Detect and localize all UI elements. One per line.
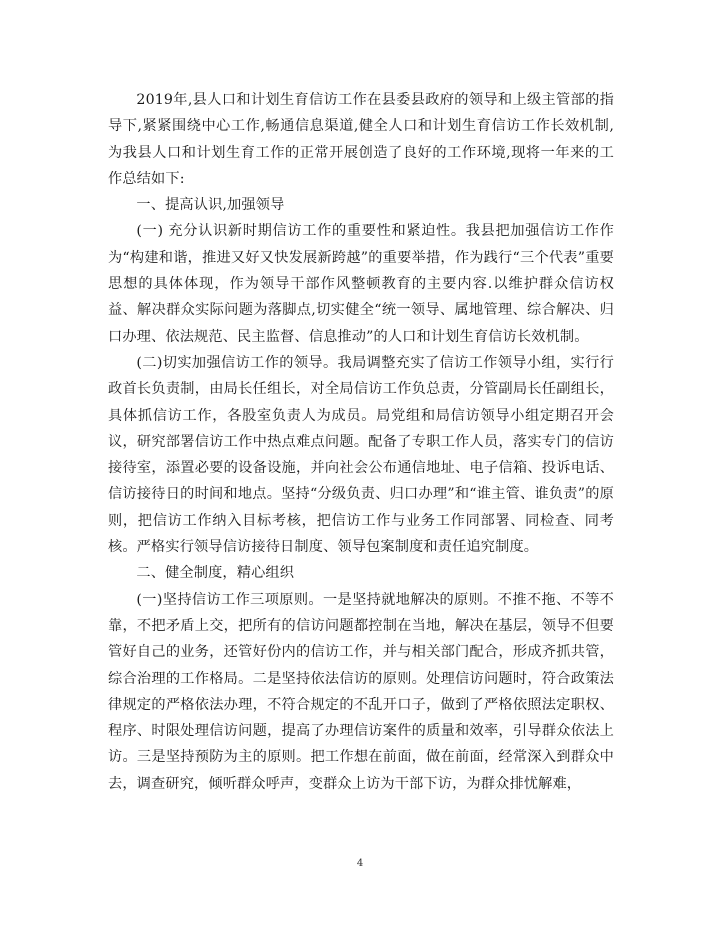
subsection-paragraph-1-2: (二)切实加强信访工作的领导。我局调整充实了信访工作领导小组，实行行政首长负责制，由局长任组长，对全局信访工作负总责，分管副局长任副组长，具体抓信访工作，各股室负责人为成员。局党组和局信访领导小组定期召开会议，研究部署信访工作中热点难点问题。配备了专职工作人员，落实专门的信访接待室，添置必要的设备设施，并向社会公布通信地址、电子信箱、投诉电话、信访接待日的时间和地点。坚持“分级负责、归口办理”和“谁主管、谁负责”的原则，把信访工作纳入目标考核，把信访工作与业务工作同部署、同检查、同考核。严格实行领导信访接待日制度、领导包案制度和责任追究制度。 bbox=[108, 354, 614, 556]
document-body bbox=[108, 87, 614, 797]
subsection-paragraph-1-1: (一) 充分认识新时期信访工作的重要性和紧迫性。我县把加强信访工作作为“构建和谐，推进又好又快发展新跨越”的重要举措，作为践行“三个代表”重要思想的具体体现，作为领导干部作风整顿教育的主要内容.以维护群众信访权益、解决群众实际问题为落脚点,切实健全“统一领导、属地管理、综合解决、归口办理、依法规范、民主监督、信息推动”的人口和计划生育信访长效机制。 bbox=[108, 223, 614, 345]
section-heading-2: 二、健全制度，精心组织 bbox=[136, 565, 295, 582]
section-heading-1: 一、提高认识,加强领导 bbox=[136, 197, 285, 214]
intro-paragraph: 2019年,县人口和计划生育信访工作在县委县政府的领导和上级主管部的指导下,紧紧围绕中心工作,畅通信息渠道,健全人口和计划生育信访工作长效机制,为我县人口和计划生育工作的正常开展创造了良好的工作环境,现将一年来的工作总结如下: bbox=[108, 92, 614, 187]
page-number: 4 bbox=[356, 858, 364, 869]
subsection-paragraph-2-1: (一)坚持信访工作三项原则。一是坚持就地解决的原则。不推不拖、不等不靠，不把矛盾上交，把所有的信访问题都控制在当地，解决在基层，领导不但要管好自己的业务，还管好份内的信访工作，并与相关部门配合，形成齐抓共管，综合治理的工作格局。二是坚持依法信访的原则。处理信访问题时，符合政策法律规定的严格依法办理，不符合规定的不乱开口子，做到了严格依照法定职权、程序、时限处理信访问题，提高了办理信访案件的质量和效率，引导群众依法上访。三是坚持预防为主的原则。把工作想在前面，做在前面，经常深入到群众中去，调查研究，倾听群众呼声，变群众上访为干部下访，为群众排忧解难， bbox=[108, 591, 614, 792]
